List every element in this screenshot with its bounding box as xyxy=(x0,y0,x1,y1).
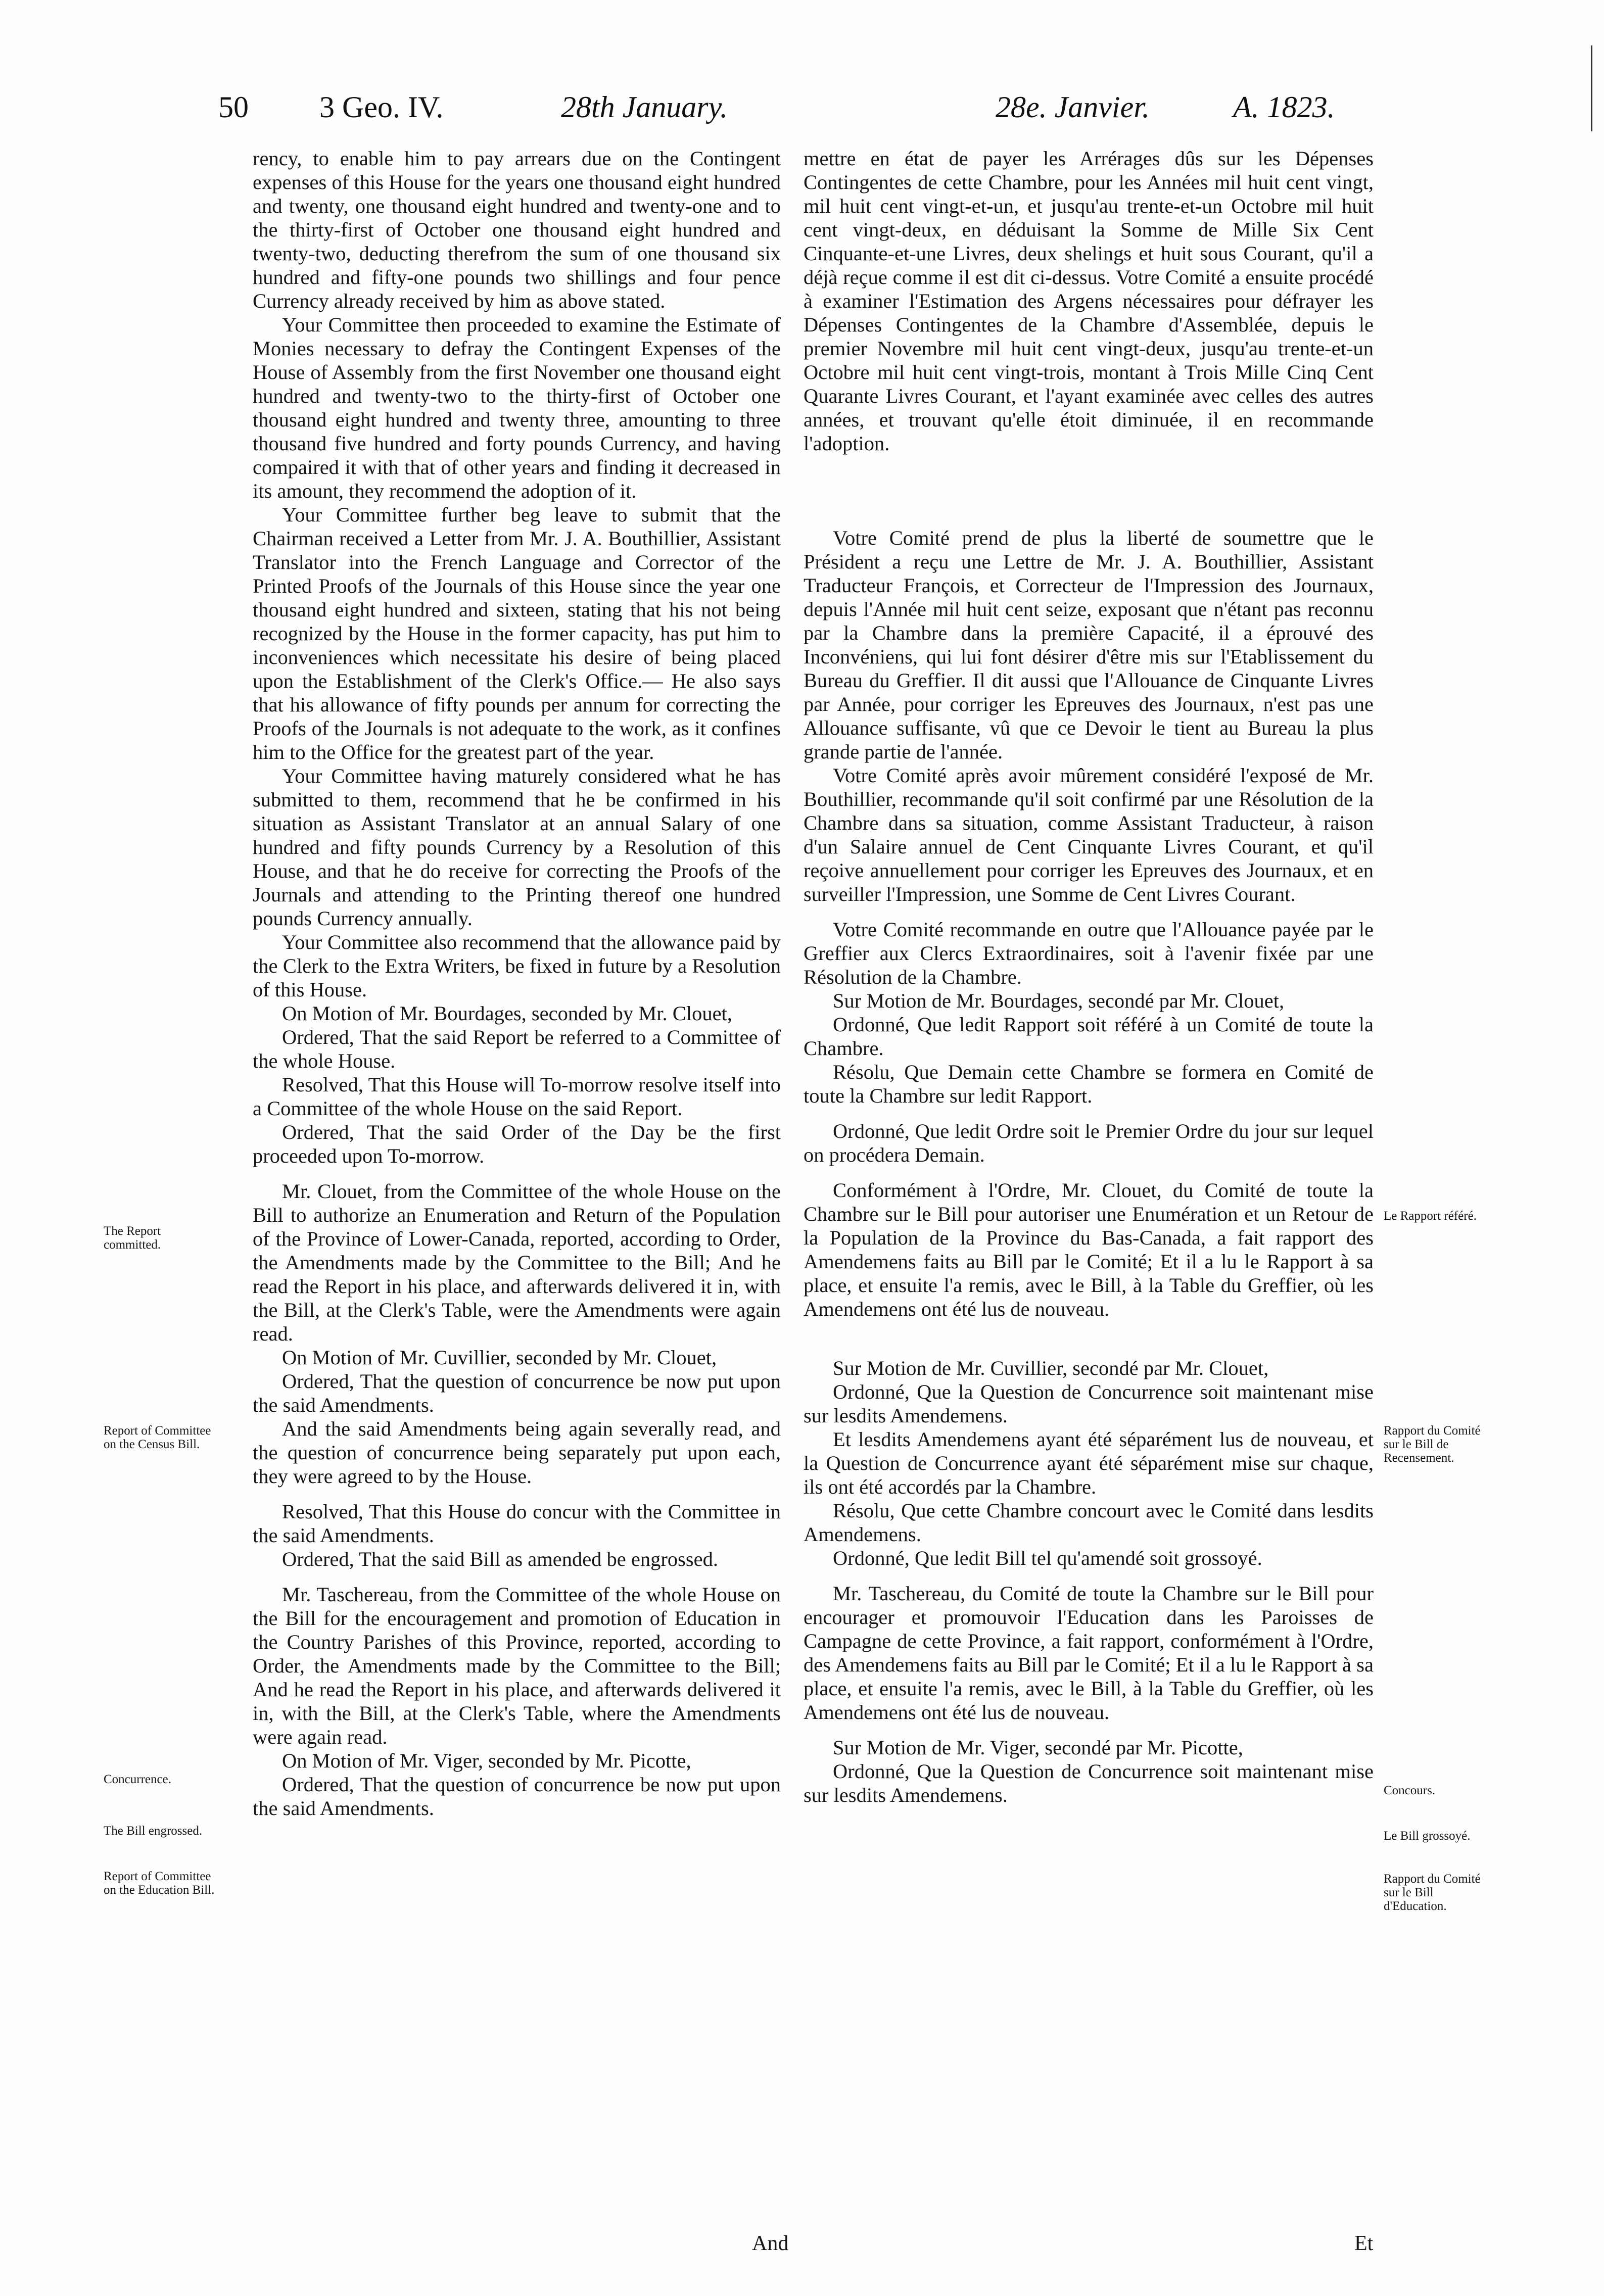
margin-note-en: The Bill engrossed. xyxy=(104,1824,203,1838)
fr-para: Ordonné, Que ledit Rapport soit référé à un Comité de toute la Chambre. xyxy=(804,1013,1374,1060)
en-para: Mr. Clouet, from the Committee of the whole House on the Bill to authorize an Enumeration and Return of the Population of the Province of Lower-Canada, reported, according to Order, the Amendments made by the Committee to the Bill; And he read the Report in his place, and afterwards delivered it in, with the Bill, at the Clerk's Table, were the Amendments were again read. xyxy=(253,1180,781,1345)
catchword-english: And xyxy=(752,2232,789,2255)
margin-note-fr: Rapport du Comité sur le Bill de Recensement. xyxy=(1384,1424,1481,1465)
year xyxy=(1233,90,1335,125)
year-text: A. 1823. xyxy=(1233,90,1335,124)
date-english xyxy=(561,90,728,125)
page-number: 50 xyxy=(218,90,249,124)
en-para: And the said Amendments being again severally read, and the question of concurrence being separately put upon each, they were agreed to by the House. xyxy=(253,1417,781,1488)
vertical-rule xyxy=(1591,45,1592,131)
fr-para: Ordonné, Que ledit Bill tel qu'amendé soit grossoyé. xyxy=(833,1547,1262,1569)
date-french xyxy=(996,90,1150,125)
fr-para: Sur Motion de Mr. Viger, secondé par Mr. Picotte, xyxy=(833,1736,1243,1759)
fr-para: Mr. Taschereau, du Comité de toute la Chambre sur le Bill pour encourager et promouvoir l'Education dans les Paroisses de Campagne de cette Province, a fait rapport, conformément à l'Ordre, des Amendemens faits au Bill par le Comité; Et il a lu le Rapport à sa place, et ensuite l'a remis, avec le Bill, à la Table du Greffier, où les Amendemens ont été lus de nouveau. xyxy=(804,1582,1374,1724)
fr-para: Résolu, Que cette Chambre concourt avec le Comité dans lesdits Amendemens. xyxy=(804,1499,1374,1546)
en-para: Ordered, That the said Report be referred to a Committee of the whole House. xyxy=(253,1026,781,1072)
en-para: Ordered, That the question of concurrence be now put upon the said Amendments. xyxy=(253,1370,781,1416)
margin-note-fr: Le Bill grossoyé. xyxy=(1384,1829,1471,1843)
en-para: Your Committee having maturely considered what he has submitted to them, recommend that he be confirmed in his situation as Assistant Translator at an annual Salary of one hundred and fifty pounds Currency by a Resolution of this House, and that he do receive for correcting the Proofs of the Journals and attending to the Printing thereof one hundred pounds Currency annually. xyxy=(253,764,781,930)
fr-para: Sur Motion de Mr. Bourdages, secondé par Mr. Clouet, xyxy=(833,989,1285,1012)
date-french-text: 28e. Janvier. xyxy=(996,90,1150,124)
fr-para: Conformément à l'Ordre, Mr. Clouet, du Comité de toute la Chambre sur le Bill pour autoriser une Enumération et un Retour de la Population de la Province du Bas-Canada, a fait rapport des Amendemens faits au Bill par le Comité; Et il a lu le Rapport à sa place, et ensuite l'a remis, avec le Bill, à la Table du Greffier, où les Amendemens ont été lus de nouveau. xyxy=(804,1179,1374,1320)
fr-para: Ordonné, Que ledit Ordre soit le Premier Ordre du jour sur lequel on procédera Demain. xyxy=(804,1120,1374,1166)
english-column xyxy=(253,147,781,1820)
margin-note-en: Concurrence. xyxy=(104,1773,171,1786)
margin-note-en: The Report committed. xyxy=(104,1224,161,1252)
margin-note-en: Report of Committee on the Education Bill. xyxy=(104,1870,215,1897)
en-para: Your Committee also recommend that the allowance paid by the Clerk to the Extra Writers, be fixed in future by a Resolution of this House. xyxy=(253,931,781,1001)
en-para: Resolved, That this House do concur with the Committee in the said Amendments. xyxy=(253,1500,781,1547)
fr-para: Votre Comité après avoir mûrement considéré l'exposé de Mr. Bouthillier, recommande qu'il soit confirmé par une Résolution de la Chambre dans sa situation, comme Assistant Traducteur, à raison d'un Salaire annuel de Cent Cinquante Livres Courant, et qu'il reçoive annuellement pour corriger les Epreuves des Journaux, et en surveiller l'Impression, une Somme de Cent Livres Courant. xyxy=(804,764,1374,905)
fr-para: Sur Motion de Mr. Cuvillier, secondé par Mr. Clouet, xyxy=(833,1357,1269,1379)
en-para: Ordered, That the said Order of the Day be the first proceeded upon To-morrow. xyxy=(253,1121,781,1167)
fr-para: Et lesdits Amendemens ayant été séparément lus de nouveau, et la Question de Concurrence ayant été séparément mise sur chaque, ils ont été accordés par la Chambre. xyxy=(804,1428,1374,1498)
en-para: Your Committee further beg leave to submit that the Chairman received a Letter from Mr. J. A. Bouthillier, Assistant Translator into the French Language and Corrector of the Printed Proofs of the Journals of this House since the year one thousand eight hundred and sixteen, stating that his not being recognized by the House in the former capacity, has put him to inconveniences which necessitate his desire of being placed upon the Establishment of the Clerk's Office.— He also says that his allowance of fifty pounds per annum for correcting the Proofs of the Journals is not adequate to the work, as it confines him to the Office for the greatest part of the year. xyxy=(253,503,781,763)
en-para: Mr. Taschereau, from the Committee of the whole House on the Bill for the encouragement and promotion of Education in the Country Parishes of this Province, reported, according to Order, the Amendments made by the Committee to the Bill; And he read the Report in his place, and afterwards delivered it in, with the Bill, at the Clerk's Table, where the Amendments were again read. xyxy=(253,1583,781,1748)
en-para: Your Committee then proceeded to examine the Estimate of Monies necessary to defray the Contingent Expenses of the House of Assembly from the first November one thousand eight hundred and twenty-two to the thirty-first of October one thousand eight hundred and twenty three, amounting to three thousand five hundred and forty pounds Currency, and having compaired it with that of other years and finding it decreased in its amount, they recommend the adoption of it. xyxy=(253,313,781,502)
en-para: On Motion of Mr. Cuvillier, seconded by Mr. Clouet, xyxy=(282,1346,717,1369)
fr-para: Résolu, Que Demain cette Chambre se formera en Comité de toute la Chambre sur ledit Rapport. xyxy=(804,1061,1374,1107)
en-para: On Motion of Mr. Bourdages, seconded by Mr. Clouet, xyxy=(282,1002,732,1025)
en-para: Ordered, That the question of concurrence be now put upon the said Amendments. xyxy=(253,1773,781,1820)
margin-note-fr: Concours. xyxy=(1384,1784,1436,1797)
margin-note-en: Report of Committee on the Census Bill. xyxy=(104,1424,211,1451)
french-column xyxy=(804,147,1374,1807)
fr-para: Ordonné, Que la Question de Concurrence soit maintenant mise sur lesdits Amendemens. xyxy=(804,1380,1374,1427)
fr-para: Ordonné, Que la Question de Concurrence soit maintenant mise sur lesdits Amendemens. xyxy=(804,1760,1374,1806)
catchword-french: Et xyxy=(1354,2232,1374,2255)
fr-para: mettre en état de payer les Arrérages dûs sur les Dépenses Contingentes de cette Chambre, pour les Années mil huit cent vingt, mil huit cent vingt-et-un, et jusqu'au trente-et-un Octobre mil huit cent vingt-deux, en déduisant la Somme de Mille Six Cent Cinquante-et-une Livres, deux shelings et huit sous Courant, qu'il a déjà reçue comme il est dit ci-dessus. Votre Comité a ensuite procédé à examiner l'Estimation des Argens nécessaires pour défrayer les Dépenses Contingentes de la Chambre d'Assemblée, depuis le premier Novembre mil huit cent vingt-deux, jusqu'au trente-et-un Octobre mil huit cent vingt-trois, montant à Trois Mille Cinq Cent Quarante Livres Courant, et l'ayant examinée avec celles des autres années, et trouvant qu'elle étoit diminuée, il en recommande l'adoption. xyxy=(804,147,1374,455)
en-para: On Motion of Mr. Viger, seconded by Mr. Picotte, xyxy=(282,1749,691,1772)
fr-para: Votre Comité recommande en outre que l'Allouance payée par le Greffier aux Clercs Extraordinaires, soit à l'avenir fixée par une Résolution de la Chambre. xyxy=(804,918,1374,988)
margin-note-fr: Rapport du Comité sur le Bill d'Education. xyxy=(1384,1872,1481,1913)
regnal-year: 3 Geo. IV. xyxy=(319,90,444,124)
en-para: Resolved, That this House will To-morrow resolve itself into a Committee of the whole House on the said Report. xyxy=(253,1073,781,1120)
margin-note-fr: Le Rapport référé. xyxy=(1384,1209,1477,1223)
fr-para: Votre Comité prend de plus la liberté de soumettre que le Président a reçu une Lettre de Mr. J. A. Bouthillier, Assistant Traducteur François, et Correcteur de l'Impression des Journaux, depuis l'Année mil huit cent seize, exposant que n'étant pas reconnu par la Chambre dans la première Capacité, il a éprouvé des Inconvéniens, qui lui font désirer d'être mis sur l'Etablissement du Bureau du Greffier. Il dit aussi que l'Allouance de Cinquante Livres par Année, pour corriger les Epreuves des Journaux, n'est pas une Allouance suffisante, vû que ce Devoir le tient au Bureau la plus grande partie de l'année. xyxy=(804,527,1374,763)
en-para: Ordered, That the said Bill as amended be engrossed. xyxy=(282,1548,718,1570)
date-english-text: 28th January. xyxy=(561,90,728,124)
en-para: rency, to enable him to pay arrears due on the Contingent expenses of this House for the years one thousand eight hundred and twenty, one thousand eight hundred and twenty-one and to the thirty-first of October one thousand eight hundred and twenty-two, deducting therefrom the sum of one thousand six hundred and fifty-one pounds two shillings and four pence Currency already received by him as above stated. xyxy=(253,147,781,312)
